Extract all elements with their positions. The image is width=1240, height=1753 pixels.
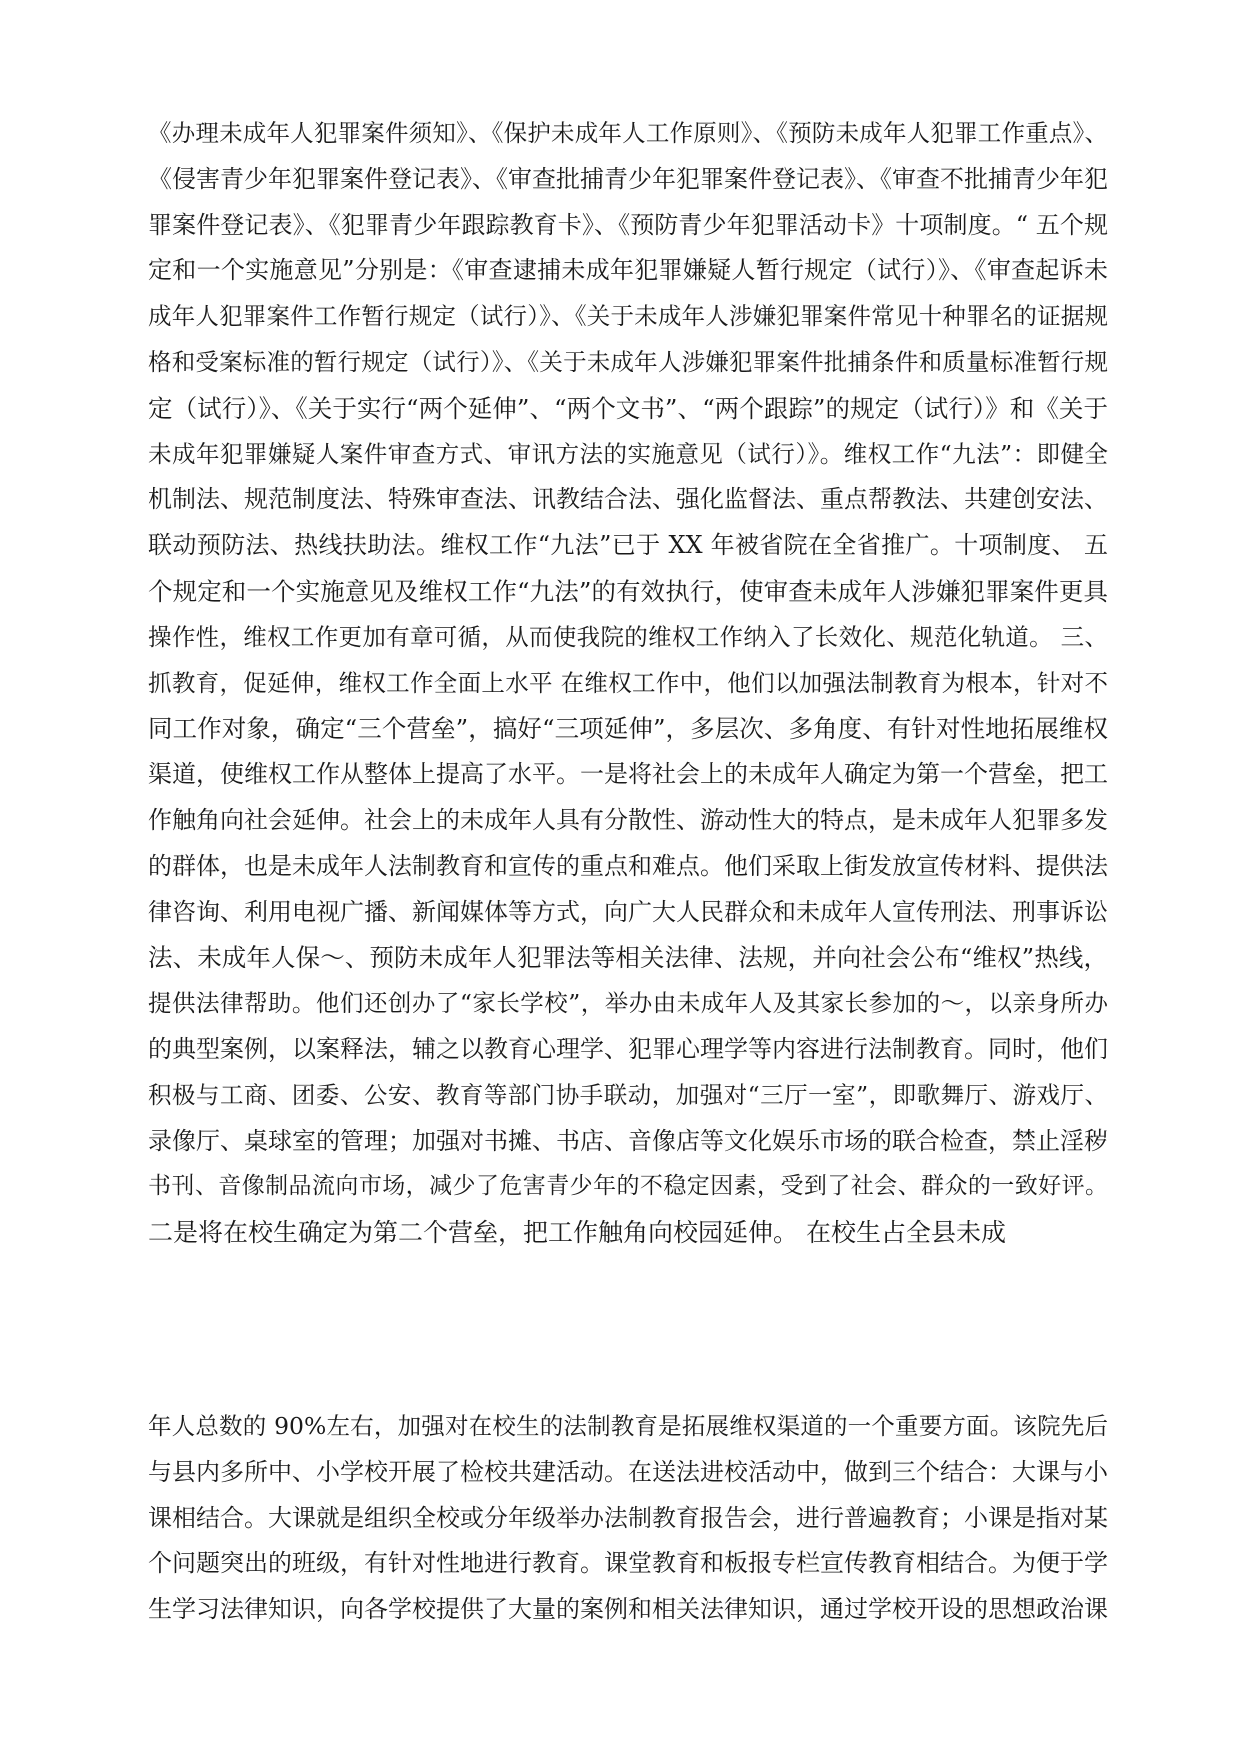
- text-line: 法、未成年人保～、预防未成年人犯罪法等相关法律、法规，并向社会公布“维权”热线，: [148, 943, 1108, 973]
- text-line: 格和受案标准的暂行规定（试行）》、《关于未成年人涉嫌犯罪案件批捕条件和质量标准暂行规: [148, 347, 1108, 376]
- text-line: 联动预防法、热线扶助法。维权工作“九法”已于 XX 年被省院在全省推广。十项制度、 五: [148, 531, 1108, 560]
- paragraph-block-1: [148, 111, 1108, 1256]
- text-line: 未成年犯罪嫌疑人案件审查方式、审讯方法的实施意见（试行）》。维权工作“九法”：即健全: [148, 439, 1108, 468]
- text-line: 提供法律帮助。他们还创办了“家长学校”，举办由未成年人及其家长参加的～，以亲身所办: [148, 989, 1108, 1018]
- text-line: 年人总数的 90%左右，加强对在校生的法制教育是拓展维权渠道的一个重要方面。该院先后: [148, 1412, 1108, 1440]
- text-line: 同工作对象，确定“三个营垒”，搞好“三项延伸”，多层次、多角度、有针对性地拓展维权: [148, 714, 1108, 744]
- text-line: 个问题突出的班级，有针对性地进行教育。课堂教育和板报专栏宣传教育相结合。为便于学: [148, 1549, 1108, 1578]
- text-line: 定（试行）》、《关于实行“两个延伸”、“两个文书”、“两个跟踪”的规定（试行）》和《关于: [148, 393, 1108, 423]
- text-line: 《侵害青少年犯罪案件登记表》、《审查批捕青少年犯罪案件登记表》、《审查不批捕青少年犯: [148, 164, 1108, 193]
- paragraph-block-2: [148, 1404, 1108, 1633]
- text-line: 定和一个实施意见”分别是：《审查逮捕未成年犯罪嫌疑人暂行规定（试行）》、《审查起诉未: [148, 256, 1108, 285]
- text-line: 《办理未成年人犯罪案件须知》、《保护未成年人工作原则》、《预防未成年人犯罪工作重点》、: [148, 119, 1108, 147]
- text-line: 录像厅、桌球室的管理；加强对书摊、书店、音像店等文化娱乐市场的联合检查，禁止淫秽: [148, 1126, 1108, 1155]
- text-line: 渠道，使维权工作从整体上提高了水平。一是将社会上的未成年人确定为第一个营垒，把工: [148, 760, 1108, 789]
- text-line: 罪案件登记表》、《犯罪青少年跟踪教育卡》、《预防青少年犯罪活动卡》十项制度。“ 五个规: [148, 210, 1108, 239]
- text-line: 生学习法律知识，向各学校提供了大量的案例和相关法律知识，通过学校开设的思想政治课: [148, 1595, 1108, 1624]
- text-line: 积极与工商、团委、公安、教育等部门协手联动，加强对“三厅一室”，即歌舞厅、游戏厅、: [148, 1080, 1108, 1109]
- text-line: 二是将在校生确定为第二个营垒，把工作触角向校园延伸。 在校生占全县未成: [148, 1218, 1006, 1248]
- text-line: 机制法、规范制度法、特殊审查法、讯教结合法、强化监督法、重点帮教法、共建创安法、: [148, 485, 1108, 514]
- text-line: 课相结合。大课就是组织全校或分年级举办法制教育报告会，进行普遍教育；小课是指对某: [148, 1503, 1108, 1532]
- text-line: 操作性，维权工作更加有章可循，从而使我院的维权工作纳入了长效化、规范化轨道。 三、: [148, 622, 1109, 651]
- text-line: 抓教育，促延伸，维权工作全面上水平 在维权工作中，他们以加强法制教育为根本，针对不: [148, 668, 1108, 697]
- text-line: 的群体，也是未成年人法制教育和宣传的重点和难点。他们采取上街发放宣传材料、提供法: [148, 851, 1108, 880]
- text-line: 的典型案例，以案释法，辅之以教育心理学、犯罪心理学等内容进行法制教育。同时，他们: [148, 1034, 1108, 1063]
- text-line: 与县内多所中、小学校开展了检校共建活动。在送法进校活动中，做到三个结合：大课与小: [148, 1457, 1108, 1486]
- text-line: 作触角向社会延伸。社会上的未成年人具有分散性、游动性大的特点，是未成年人犯罪多发: [148, 805, 1108, 834]
- text-line: 书刊、音像制品流向市场，减少了危害青少年的不稳定因素，受到了社会、群众的一致好评。: [148, 1173, 1108, 1200]
- text-line: 成年人犯罪案件工作暂行规定（试行）》、《关于未成年人涉嫌犯罪案件常见十种罪名的证据规: [148, 302, 1108, 331]
- text-line: 律咨询、利用电视广播、新闻媒体等方式，向广大人民群众和未成年人宣传刑法、刑事诉讼: [148, 897, 1108, 926]
- text-line: 个规定和一个实施意见及维权工作“九法”的有效执行，使审查未成年人涉嫌犯罪案件更具: [148, 576, 1108, 606]
